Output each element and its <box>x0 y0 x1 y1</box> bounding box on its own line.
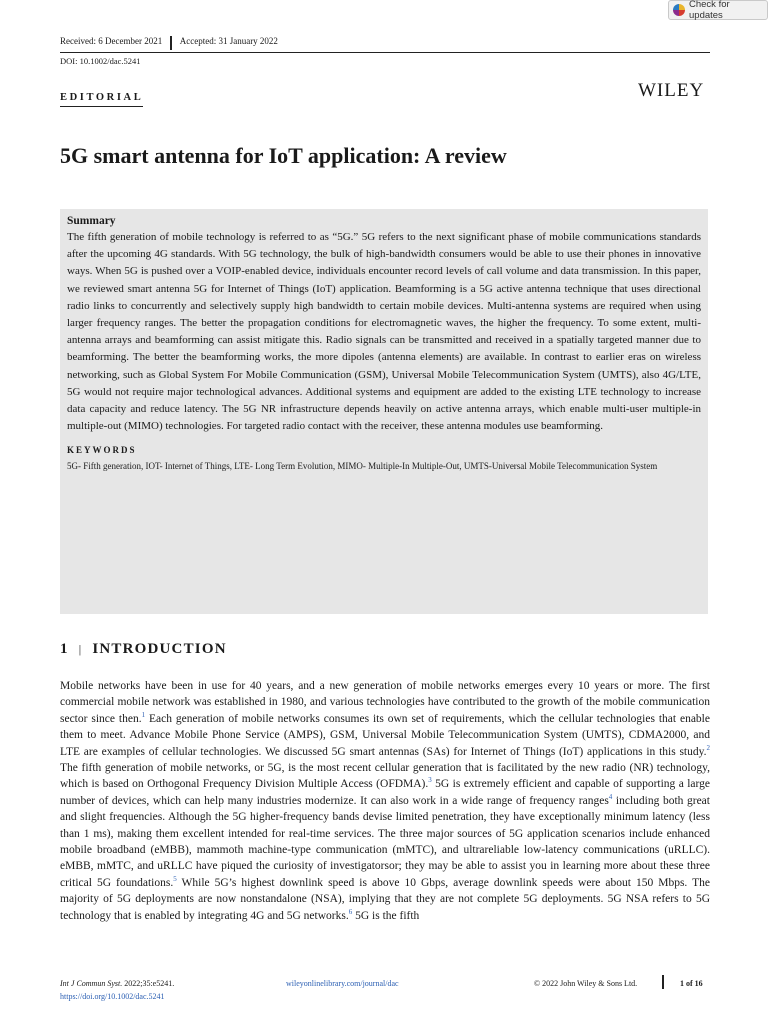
dates-line <box>60 36 710 53</box>
summary-text: The fifth generation of mobile technology is referred to as “5G.” 5G refers to the next significant phase of mobile communications standards after the upcoming 4G standards. With 5G technology, the bulk of high-bandwidth consumers would be able to use their phones in innovative ways. When 5G is pushed over a VOIP-enabled device, individuals encounter record levels of call volume and data transmission. In this paper, we reviewed smart antenna 5G for Internet of Things (IoT) application. Beamforming is a 5G active antenna technique that uses directional radio links to concurrently and selectively supply high bandwidth to certain mobile devices. Multi-antenna systems are required when using larger frequency ranges. The better the propagation conditions for electromagnetic waves, the higher the frequency. To some extent, multi-antenna arrays and beamforming can assist mitigate this. Radio signals can be transmitted and received in a spatially targeted manner due to beamforming. The better the beamforming works, the more dipoles (antenna elements) are available. In contrast to earlier eras on wireless networking, such as Global System For Mobile Communication (GSM), Universal Mobile Telecommunication System (UMTS), also 4G/LTE, 5G would not require major technological advances. Additional systems and equipment are added to the existing LTE technology to increase data capacity and reduce latency. The 5G NR infrastructure depends heavily on active antenna arrays, which enable multi-user multiple-in multiple-out (MIMO) technologies. For targeted radio contact with the receiver, these antenna modules use beamforming. <box>67 231 701 433</box>
accepted-date: Accepted: 31 January 2022 <box>179 36 278 46</box>
introduction-heading <box>60 641 227 658</box>
keywords-text: 5G- Fifth generation, IOT- Internet of Things, LTE- Long Term Evolution, MIMO- Multiple-In Multiple-Out, UMTS-Universal Mobile Telecommunication System <box>67 461 658 472</box>
page-number-divider <box>662 975 664 989</box>
citation-link-6[interactable]: 6 <box>348 907 353 916</box>
summary-box <box>60 209 708 614</box>
intro-text-2: Each generation of mobile networks consumes its own set of requirements, which the cellular technologies that enable them to meet. Advance Mobile Phone Service (AMPS), GSM, Universal Mobile Telecommunication System (UMTS), CDMA2000, and LTE are examples of cellular technologies. We discussed 5G smart antennas (SAs) for Internet of Things (IoT) applications in this study. <box>60 712 710 758</box>
introduction-paragraph <box>60 678 710 924</box>
check-for-updates-button[interactable] <box>668 0 768 20</box>
received-date: Received: 6 December 2021 <box>60 36 163 46</box>
article-doi: DOI: 10.1002/dac.5241 <box>60 56 141 66</box>
crossmark-icon <box>673 4 685 16</box>
page-number: 1 of 16 <box>680 979 703 988</box>
section-label: EDITORIAL <box>60 92 143 107</box>
copyright-notice: © 2022 John Wiley & Sons Ltd. <box>534 979 638 988</box>
check-for-updates-label: Check for updates <box>689 0 730 21</box>
citation-link-1[interactable]: 1 <box>141 710 146 719</box>
intro-text-1: Mobile networks have been in use for 40 years, and a new generation of mobile networks emerges every 10 years or more. The first commercial mobile network was established in 1980, and various technologies have contributed to the growth of the mobile communication sector since then. <box>60 680 710 725</box>
doi-link[interactable]: https://doi.org/10.1002/dac.5241 <box>60 992 165 1001</box>
intro-text-6: While 5G’s highest downlink speed is above 10 Gbps, average downlink speeds were about 150 Mbps. The majority of 5G deployments are now nonstandalone (NSA), implying that they are not complete 5G deployments. 5G NSA refers to 5G technology that is enabled by integrating 4G and 5G networks. <box>60 876 710 922</box>
citation-link-4[interactable]: 4 <box>608 793 613 802</box>
article-title: 5G smart antenna for IoT application: A review <box>60 143 507 168</box>
journal-name: Int J Commun Syst. <box>60 979 123 988</box>
section-number: 1 <box>60 641 69 657</box>
intro-text-3: The fifth generation of mobile networks, or 5G, is the most recent cellular generation that is facilitated by the new radio (NR) technology, which is based on Orthogonal Frequency Division Multiple Access (OFDMA). <box>60 762 710 791</box>
publisher-logo: WILEY <box>638 80 705 101</box>
section-title: INTRODUCTION <box>92 641 227 657</box>
intro-text-4: 5G is extremely efficient and capable of supporting a large number of devices, which can help many industries modernize. It can also work in a wide range of frequency ranges <box>60 778 710 807</box>
page-footer <box>60 979 710 1009</box>
journal-site-link[interactable]: wileyonlinelibrary.com/journal/dac <box>286 979 399 988</box>
citation-link-3[interactable]: 3 <box>428 776 432 785</box>
summary-heading: Summary <box>67 215 116 227</box>
dates-divider <box>170 36 172 50</box>
journal-volume: 2022;35:e5241. <box>122 979 175 988</box>
intro-text-5: including both great and slight frequencies. Although the 5G higher-frequency bands devise limited penetration, they have exceptionally minimum latency (less than 1 ms), making them excellent intended for real-time services. The three major sources of 5G application scenarios include enhanced mobile broadband (eMBB), mammoth machine-type communication (mMTC), and ultrareliable low-latency communications (uRLLC). eMBB, mMTC, and uRLLC have piqued the curiosity of investigatorsor; they may be able to assist you in learning more about these three critical 5G foundations. <box>60 794 710 889</box>
keywords-heading: KEYWORDS <box>67 445 137 456</box>
journal-citation <box>60 979 174 988</box>
intro-text-7: 5G is the fifth <box>352 909 420 922</box>
citation-link-2[interactable]: 2 <box>706 743 710 752</box>
section-separator: | <box>78 642 83 656</box>
citation-link-5[interactable]: 5 <box>173 875 177 884</box>
